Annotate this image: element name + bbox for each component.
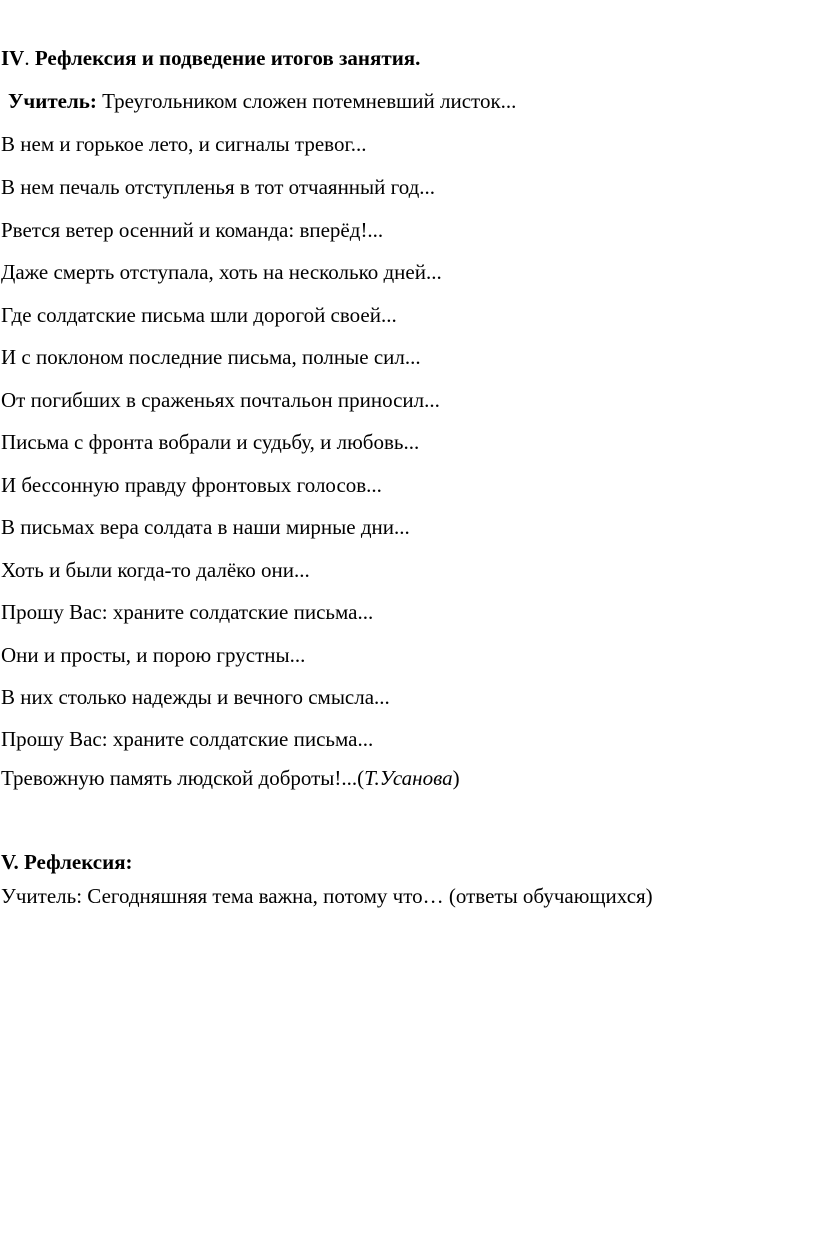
poem-first-line — [8, 89, 516, 113]
poem-line: В них столько надежды и вечного смысла... — [1, 685, 390, 709]
poem-line: Хоть и были когда-то далёко они... — [1, 558, 310, 582]
poem-author: Т.Усанова — [364, 766, 453, 790]
poem-line: И с поклоном последние письма, полные сил... — [1, 345, 421, 369]
poem-line: В письмах вера солдата в наши мирные дни... — [1, 515, 410, 539]
section-4-dot: . — [24, 46, 30, 70]
poem-line: В нем и горькое лето, и сигналы тревог... — [1, 132, 367, 156]
poem-line: В нем печаль отступленья в тот отчаянный год... — [1, 175, 436, 199]
poem-line: И бессонную правду фронтовых голосов... — [1, 473, 382, 497]
section-4-title: Рефлексия и подведение итогов занятия. — [29, 46, 421, 70]
poem-line: Рвется ветер осенний и команда: вперёд!... — [1, 218, 384, 242]
poem-last-line — [1, 766, 460, 790]
poem-line: Прошу Вас: храните солдатские письма... — [1, 727, 374, 751]
poem-last-line-text: Тревожную память людской доброты!...( — [1, 766, 365, 790]
section-5-teacher-line: Учитель: Сегодняшняя тема важна, потому что… (ответы обучающихся) — [1, 884, 653, 908]
poem-line: Где солдатские письма шли дорогой своей... — [1, 303, 397, 327]
poem-line: Они и просты, и порою грустны... — [1, 643, 306, 667]
poem-line: Даже смерть отступала, хоть на несколько дней... — [1, 260, 442, 284]
poem-close-paren: ) — [452, 766, 460, 790]
section-4-heading — [1, 46, 420, 70]
section-5-heading: V. Рефлексия: — [1, 850, 133, 874]
teacher-label: Учитель: — [8, 89, 97, 113]
poem-line-1: Треугольником сложен потемневший листок... — [96, 89, 517, 113]
poem-line: От погибших в сраженьях почтальон приносил... — [1, 388, 440, 412]
section-4-numeral: IV — [1, 46, 25, 70]
poem-line: Прошу Вас: храните солдатские письма... — [1, 600, 374, 624]
poem-line: Письма с фронта вобрали и судьбу, и любовь... — [1, 430, 420, 454]
